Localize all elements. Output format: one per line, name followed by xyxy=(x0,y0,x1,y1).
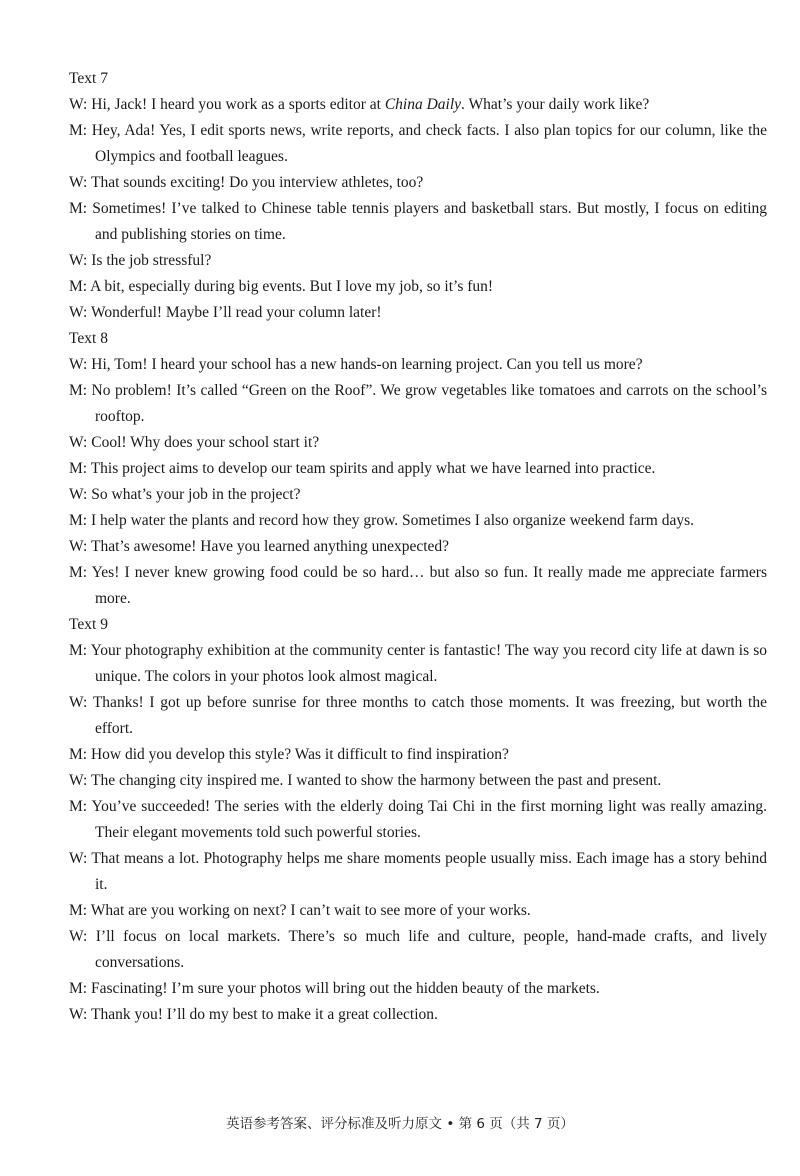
speaker-label: M: xyxy=(69,564,88,581)
dialogue-line xyxy=(69,430,767,456)
line-text: Cool! Why does your school start it? xyxy=(91,434,320,451)
line-text-end: . What’s your daily work like? xyxy=(461,96,650,113)
line-text: Sometimes! I’ve talked to Chinese table tennis players and basketball stars. But mostly, I focus on editing and publishing stories on time. xyxy=(92,200,768,243)
line-text: Your photography exhibition at the community center is fantastic! The way you record city life at dawn is so unique. The colors in your photos look almost magical. xyxy=(90,642,767,685)
line-text: The changing city inspired me. I wanted to show the harmony between the past and present. xyxy=(90,772,662,789)
dialogue-line xyxy=(69,274,767,300)
line-text: No problem! It’s called “Green on the Roof”. We grow vegetables like tomatoes and carrots on the school’s rooftop. xyxy=(91,382,767,425)
transcript-page xyxy=(69,66,767,1028)
speaker-label: W: xyxy=(69,486,88,503)
section-text-8 xyxy=(69,326,767,612)
speaker-label: M: xyxy=(69,200,88,217)
speaker-label: W: xyxy=(69,928,88,945)
dialogue-line xyxy=(69,534,767,560)
speaker-label: M: xyxy=(69,902,88,919)
line-text: That’s awesome! Have you learned anything unexpected? xyxy=(90,538,450,555)
dialogue-line xyxy=(69,794,767,846)
line-text: Is the job stressful? xyxy=(91,252,212,269)
speaker-label: M: xyxy=(69,798,88,815)
line-text: That sounds exciting! Do you interview athletes, too? xyxy=(90,174,424,191)
speaker-label: W: xyxy=(69,434,88,451)
dialogue-line xyxy=(69,456,767,482)
dialogue-line xyxy=(69,92,767,118)
line-text: You’ve succeeded! The series with the elderly doing Tai Chi in the first morning light was really amazing. Their elegant movements told such powerful stories. xyxy=(91,798,767,841)
dialogue-line xyxy=(69,352,767,378)
dialogue-line xyxy=(69,378,767,430)
line-text: What are you working on next? I can’t wait to see more of your works. xyxy=(90,902,531,919)
line-text: How did you develop this style? Was it difficult to find inspiration? xyxy=(90,746,509,763)
line-text: So what’s your job in the project? xyxy=(91,486,301,503)
speaker-label: M: xyxy=(69,460,88,477)
speaker-label: M: xyxy=(69,382,88,399)
speaker-label: W: xyxy=(69,252,88,269)
line-text: I’ll focus on local markets. There’s so much life and culture, people, hand-made crafts, and lively conversations. xyxy=(95,928,768,971)
dialogue-line xyxy=(69,742,767,768)
dialogue-line xyxy=(69,1002,767,1028)
speaker-label: W: xyxy=(69,1006,88,1023)
section-text-7 xyxy=(69,66,767,326)
line-text: A bit, especially during big events. But I love my job, so it’s fun! xyxy=(90,278,494,295)
line-text: Thanks! I got up before sunrise for three months to catch those moments. It was freezing, but worth the effort. xyxy=(92,694,767,737)
speaker-label: M: xyxy=(69,122,88,139)
dialogue-line xyxy=(69,508,767,534)
line-text: Wonderful! Maybe I’ll read your column later! xyxy=(90,304,382,321)
line-text: Fascinating! I’m sure your photos will bring out the hidden beauty of the markets. xyxy=(90,980,600,997)
speaker-label: W: xyxy=(69,174,88,191)
dialogue-line xyxy=(69,690,767,742)
line-text: Yes! I never knew growing food could be so hard… but also so fun. It really made me appreciate farmers more. xyxy=(91,564,767,607)
line-text: Thank you! I’ll do my best to make it a great collection. xyxy=(90,1006,438,1023)
speaker-label: W: xyxy=(69,304,88,321)
speaker-label: W: xyxy=(69,772,88,789)
dialogue-line xyxy=(69,118,767,170)
dialogue-line xyxy=(69,924,767,976)
section-title: Text 7 xyxy=(69,70,108,87)
dialogue-line xyxy=(69,638,767,690)
line-text: This project aims to develop our team spirits and apply what we have learned into practice. xyxy=(90,460,656,477)
speaker-label: W: xyxy=(69,850,88,867)
speaker-label: M: xyxy=(69,746,88,763)
section-text-9 xyxy=(69,612,767,1028)
line-text: Hey, Ada! Yes, I edit sports news, write reports, and check facts. I also plan topics for our column, like the Olympics and football leagues. xyxy=(91,122,767,165)
speaker-label: M: xyxy=(69,512,88,529)
line-text: Hi, Jack! I heard you work as a sports editor at xyxy=(91,96,385,113)
line-text: I help water the plants and record how they grow. Sometimes I also organize weekend farm days. xyxy=(90,512,694,529)
line-text: Hi, Tom! I heard your school has a new hands-on learning project. Can you tell us more? xyxy=(91,356,643,373)
section-title: Text 9 xyxy=(69,616,108,633)
speaker-label: W: xyxy=(69,96,88,113)
dialogue-line xyxy=(69,248,767,274)
dialogue-line xyxy=(69,560,767,612)
dialogue-line xyxy=(69,846,767,898)
section-title: Text 8 xyxy=(69,330,108,347)
page-footer: 英语参考答案、评分标准及听力原文 • 第 6 页（共 7 页） xyxy=(226,1116,574,1132)
speaker-label: M: xyxy=(69,980,88,997)
line-text: That means a lot. Photography helps me share moments people usually miss. Each image has a story behind it. xyxy=(91,850,767,893)
dialogue-line xyxy=(69,768,767,794)
speaker-label: W: xyxy=(69,356,88,373)
dialogue-line xyxy=(69,976,767,1002)
speaker-label: M: xyxy=(69,278,88,295)
dialogue-line xyxy=(69,196,767,248)
dialogue-line xyxy=(69,300,767,326)
speaker-label: W: xyxy=(69,694,88,711)
speaker-label: W: xyxy=(69,538,88,555)
publication-name: China Daily xyxy=(384,96,462,113)
dialogue-line xyxy=(69,170,767,196)
dialogue-line xyxy=(69,898,767,924)
speaker-label: M: xyxy=(69,642,88,659)
dialogue-line xyxy=(69,482,767,508)
